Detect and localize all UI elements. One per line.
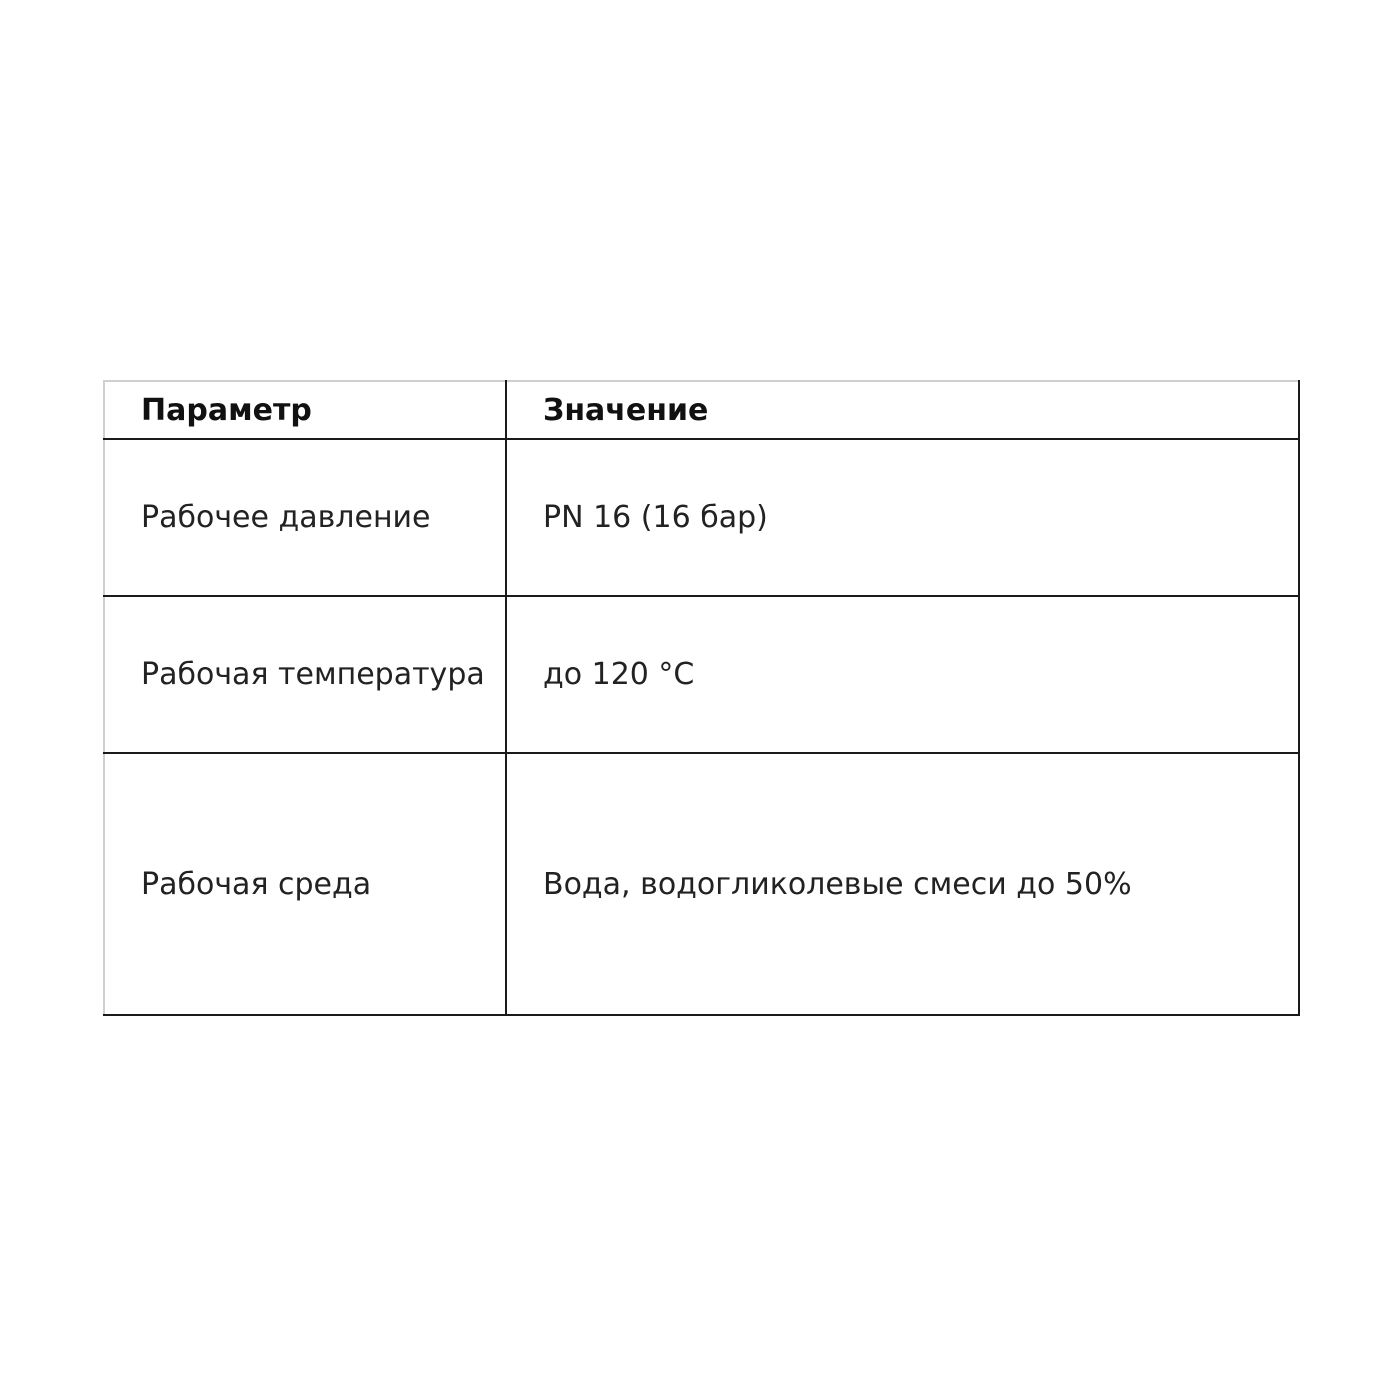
value-cell: до 120 °C bbox=[506, 596, 1299, 753]
column-header-value: Значение bbox=[506, 381, 1299, 439]
value-cell: PN 16 (16 бар) bbox=[506, 439, 1299, 596]
spec-table bbox=[103, 380, 1300, 1016]
table-header-row bbox=[104, 381, 1299, 439]
table-row bbox=[104, 596, 1299, 753]
table-row bbox=[104, 753, 1299, 1015]
value-cell: Вода, водогликолевые смеси до 50% bbox=[506, 753, 1299, 1015]
parameter-cell: Рабочая температура bbox=[104, 596, 506, 753]
parameter-cell: Рабочая среда bbox=[104, 753, 506, 1015]
table-row bbox=[104, 439, 1299, 596]
column-header-parameter: Параметр bbox=[104, 381, 506, 439]
parameter-cell: Рабочее давление bbox=[104, 439, 506, 596]
